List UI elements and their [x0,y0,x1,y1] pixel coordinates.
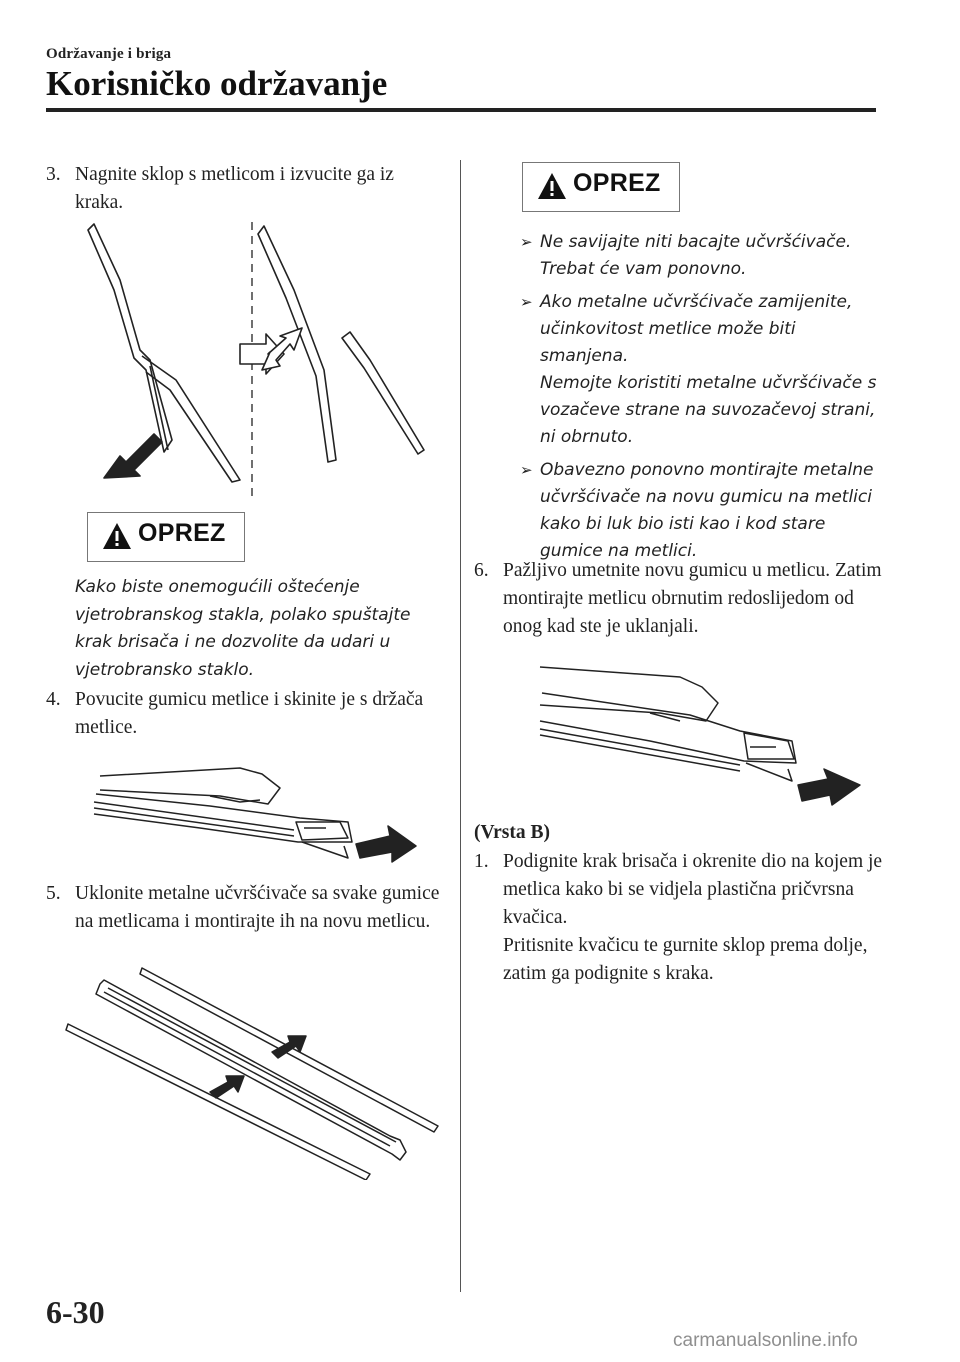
step-text: Nagnite sklop s metlicom i izvucite ga iz kraka. [75,164,394,213]
step-4 [46,686,446,742]
caution-bullet-continued: Nemojte koristiti metalne učvršćivače s vozačeve strane na suvozačevoj strani, ni obrnuto. [540,373,877,447]
watermark: carmanualsonline.info [673,1330,858,1351]
caution-text-left: Kako biste onemogućili oštećenje vjetrobranskog stakla, polako spuštajte krak brisača i ne dozvolite da udari u vjetrobransko staklo. [75,577,411,680]
step-text: Pažljivo umetnite novu gumicu u metlicu. Zatim montirajte metlicu obrnutim redoslijedom od onog kad ste je uklanjali. [503,560,882,637]
column-divider [460,160,461,1292]
rubber-pull-illustration [90,750,440,870]
warning-triangle-icon [101,521,133,551]
step-text: Podignite krak brisača i okrenite dio na kojem je metlica kako bi se vidjela plastična pričvrsna kvačica. [503,851,883,928]
caution-bullet: ➢ Ne savijajte niti bacajte učvršćivače. Trebat će vam ponovno. [520,229,880,283]
caution-box-right [522,162,680,212]
step-number: 5. [46,883,61,904]
title-divider [46,108,876,112]
subheading-type-b: (Vrsta B) [474,822,550,843]
wiper-removal-illustration [80,220,450,500]
caution-bullets [520,229,880,571]
step-number: 3. [46,164,61,185]
caution-label: OPREZ [573,169,661,197]
caution-bullet: ➢ Ako metalne učvršćivače zamijenite, učinkovitost metlice može biti smanjena. [520,289,880,370]
step-b1 [474,848,884,988]
section-label: Održavanje i briga [46,46,172,62]
bullet-arrow-icon: ➢ [520,293,533,311]
caution-bullet: ➢ Obavezno ponovno montirajte metalne učvršćivače na novu gumicu na metlici kako bi luk bio isti kao i kod stare gumice na metlici. [520,457,880,565]
bullet-arrow-icon: ➢ [520,233,533,251]
step-text: Uklonite metalne učvršćivače sa svake gumice na metlicama i montirajte ih na novu metlicu. [75,883,440,932]
warning-triangle-icon [536,171,568,201]
step-number: 4. [46,689,61,710]
step-number: 6. [474,560,489,581]
step-6 [474,557,884,641]
step-text-continued: Pritisnite kvačicu te gurnite sklop prema dolje, zatim ga podignite s kraka. [503,935,868,984]
bullet-arrow-icon: ➢ [520,461,533,479]
step-5 [46,880,446,936]
step-3 [46,161,446,217]
page-number: 6-30 [46,1294,105,1330]
caution-box-left [87,512,245,562]
retainer-swap-illustration [60,960,450,1180]
step-text: Povucite gumicu metlice i skinite je s držača metlice. [75,689,424,738]
caution-label: OPREZ [138,519,226,547]
step-number: 1. [474,851,489,872]
blade-insert-illustration [530,655,870,815]
page-title: Korisničko održavanje [46,64,388,103]
